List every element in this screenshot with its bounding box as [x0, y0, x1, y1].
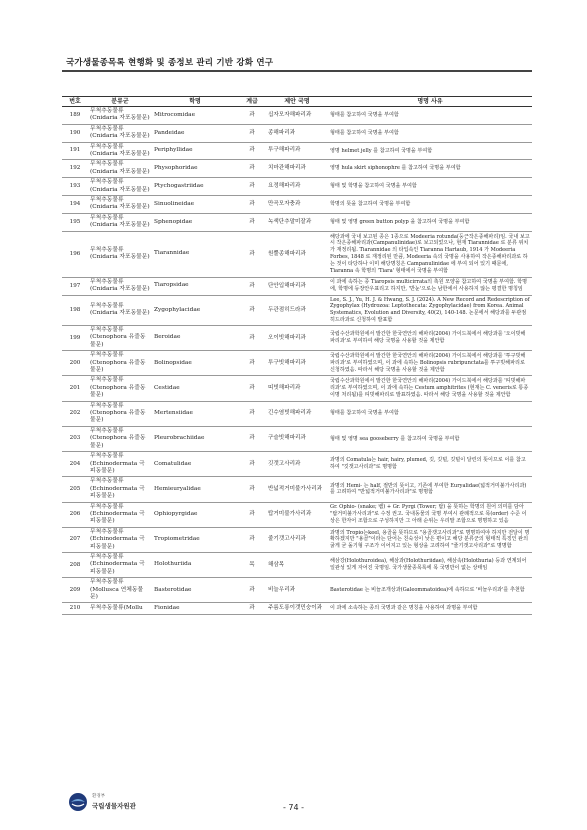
row-naming-reason: 해당과에 국내 보고된 종은 1종으로 Modeeria rotunda(둥근작은종해파리)임. 국내 보고시 작은종해파리과(Campanulinidae)로 보고되었으나, 현재 Tiarannidae 로 분류 위치가 재정리됨. Tiarannidae 의 타입속인 Tiaranna Hartaub, 1914 가 Modeeria Forbes, 1848 로 재정리된 만큼, Modeeria 속의 국명을 사용하여 작은종해파리과로 하는 것이 타당하나 이미 해당명칭은 Campanulinidae 에 부여 되어 있기 때문에, Tiaranna 속 학명의 'Tiara' 형태에서 국명을 부여함 — [328, 231, 532, 277]
row-scientific-name: Tropiometridae — [152, 527, 238, 552]
row-naming-reason: Basterotidae 는 비늘조개상과(Galeommatoidea)에 속하므로 '비늘우리과'를 추천함 — [328, 578, 532, 603]
row-taxon-group: 무척추동물류(Cnidaria 자포동물문) — [88, 295, 152, 326]
row-scientific-name: Sphenopidae — [152, 213, 238, 231]
row-number: 205 — [62, 477, 88, 502]
row-scientific-name: Physophoridae — [152, 160, 238, 178]
row-naming-reason: 과명의 Tropio는keel, 용골을 뜻하므로 "용골갯고사리과"로 명명하여야 하지만 전달이 명확하겠지만 "용골"이라는 단어는 친숙성이 낮은 편이고 해당 분류군의 형태적 특징인 완의 굵게 굳 돌기형 구조가 이어지고 있는 형상을 고려하여 "줄기갯고사리과"로 명명함 — [328, 527, 532, 552]
table-row — [62, 401, 532, 426]
row-rank: 과 — [238, 196, 266, 214]
row-proposed-korean-name: 줄기갯고사리과 — [266, 527, 328, 552]
row-rank: 과 — [238, 477, 266, 502]
row-scientific-name: Beroidae — [152, 326, 238, 351]
table-row — [62, 295, 532, 326]
row-number: 189 — [62, 107, 88, 125]
row-number: 201 — [62, 376, 88, 401]
table-row — [62, 107, 532, 125]
row-proposed-korean-name: 오이빗해파리과 — [266, 326, 328, 351]
row-rank: 과 — [238, 160, 266, 178]
table-row — [62, 213, 532, 231]
row-scientific-name: Tiaropsidae — [152, 277, 238, 295]
row-proposed-korean-name: 구슬빗해파리과 — [266, 426, 328, 451]
row-rank: 과 — [238, 376, 266, 401]
row-rank: 과 — [238, 426, 266, 451]
row-rank: 목 — [238, 552, 266, 577]
row-taxon-group: 무척추동물류(Cnidaria 자포동물문) — [88, 277, 152, 295]
row-rank: 과 — [238, 295, 266, 326]
row-number: 198 — [62, 295, 88, 326]
row-scientific-name: Fionidae — [152, 603, 238, 615]
row-taxon-group: 무척추동물류(Cnidaria 자포동물문) — [88, 142, 152, 160]
col-header-group: 분류군 — [88, 97, 152, 107]
row-taxon-group: 무척추동물류(Cnidaria 자포동물문) — [88, 160, 152, 178]
row-number: 193 — [62, 178, 88, 196]
row-naming-reason: 국립수산과학원에서 발간한 한국연안의 해파리(2004) 가이드북에서 해당과를 '띠빗해파리과'로 부여하였으며, 이 과에 속하는 Cestum amphitrites (현재는 C. veneris로 통종이명 처리됨)를 띠빗해파리로 발표하였음. 따라서 해당 국명을 사용할 것을 제안함 — [328, 376, 532, 401]
row-naming-reason: 국립수산과학원에서 발간한 한국연안의 해파리(2004) 가이드북에서 해당과를 '오이빗해파리과'로 부여하여 해당 국명을 사용할 것을 제안함 — [328, 326, 532, 351]
row-rank: 과 — [238, 452, 266, 477]
document-title: 국가생물종목록 현행화 및 종정보 관리 기반 강화 연구 — [66, 58, 274, 68]
row-naming-reason: 이 과에 속하는 종 Tiaropsis multicirrata의 촉원 모양을 참고하여 국명을 부여함. 학명에, 학명에 등장안우표리고 하지만, '반눈'으로는 남한에서 사용하지 않는 평결한 명칭임 — [328, 277, 532, 295]
row-taxon-group: 무척추동물류(Ctenophora 유즐동물문) — [88, 326, 152, 351]
row-naming-reason: 형태를 참고하여 국명을 부여함 — [328, 124, 532, 142]
col-header-proposed-name: 제안 국명 — [266, 97, 328, 107]
row-number: 192 — [62, 160, 88, 178]
row-naming-reason: 해삼강(Holothuroidea), 해삼과(Holothuriidae), 해삼속(Holothuria) 등과 연계되어 일관성 있게 자어진 국명임. 국가생물종목록에 목 국명만이 없는 상태임 — [328, 552, 532, 577]
table-row — [62, 452, 532, 477]
row-taxon-group: 무척추동물류(Cnidaria 자포동물문) — [88, 213, 152, 231]
table-row — [62, 231, 532, 277]
row-number: 200 — [62, 351, 88, 376]
row-naming-reason: 형태를 참고하여 국명을 부여함 — [328, 401, 532, 426]
row-taxon-group: 무척추동물류(Cnidaria 자포동물문) — [88, 107, 152, 125]
row-naming-reason: 학명의 뜻을 참고하여 국명을 부여함 — [328, 196, 532, 214]
row-naming-reason: 영명 helmet jelly 를 참고하여 국명을 부여함 — [328, 142, 532, 160]
row-scientific-name: Cestidae — [152, 376, 238, 401]
row-scientific-name: Mertensiidae — [152, 401, 238, 426]
row-taxon-group: 무척추동물류(Ctenophora 유즐동물문) — [88, 426, 152, 451]
row-naming-reason: 과명의 Comatula는 hair, hairy, plumed, 깃, 깃털, 깃털이 달린의 뜻이므로 이를 참고하여 "깃갯고사리과"로 명명함 — [328, 452, 532, 477]
row-taxon-group: 무척추동물류(Cnidaria 자포동물문) — [88, 196, 152, 214]
name-proposal-table — [62, 96, 532, 615]
row-scientific-name: Mitrocomidae — [152, 107, 238, 125]
row-number: 196 — [62, 231, 88, 277]
row-proposed-korean-name: 만곡모자충과 — [266, 196, 328, 214]
row-taxon-group: 무척추동물류(Echinodermata 극피동물문) — [88, 527, 152, 552]
table-row — [62, 178, 532, 196]
table-body — [62, 107, 532, 615]
row-rank: 과 — [238, 213, 266, 231]
row-proposed-korean-name: 두관점히드라과 — [266, 295, 328, 326]
row-scientific-name: Comatulidae — [152, 452, 238, 477]
row-rank: 과 — [238, 603, 266, 615]
row-taxon-group: 무척추동물류(Ctenophora 유즐동물문) — [88, 401, 152, 426]
row-proposed-korean-name: 반넓적거미불가사리과 — [266, 477, 328, 502]
row-taxon-group: 무척추동물류(Mollusca 연체동물문) — [88, 578, 152, 603]
row-number: 207 — [62, 527, 88, 552]
row-scientific-name: Pandeidae — [152, 124, 238, 142]
row-taxon-group: 무척추동물류(Echinodermata 극피동물문) — [88, 552, 152, 577]
row-naming-reason: 형태를 참고하여 국명을 부여함 — [328, 107, 532, 125]
row-rank: 과 — [238, 527, 266, 552]
row-proposed-korean-name: 투구빗해파리과 — [266, 351, 328, 376]
row-taxon-group: 무척추동물류(Ctenophora 유즐동물문) — [88, 376, 152, 401]
row-taxon-group: 무척추동물류(Echinodermata 극피동물문) — [88, 477, 152, 502]
table-row — [62, 351, 532, 376]
col-header-number: 번호 — [62, 97, 88, 107]
col-header-rank: 계급 — [238, 97, 266, 107]
table-row — [62, 527, 532, 552]
table-row — [62, 142, 532, 160]
row-number: 195 — [62, 213, 88, 231]
row-naming-reason: 과명의 Hemi- 는 half, 절반의 뜻이고, 기존에 부여한 Euryalidae(넓적거미불가사리과)를 고려하여 "반넓적거미불가사리과"로 명명함 — [328, 477, 532, 502]
row-number: 202 — [62, 401, 88, 426]
row-rank: 과 — [238, 124, 266, 142]
row-rank: 과 — [238, 502, 266, 527]
row-scientific-name: Zygophylacidae — [152, 295, 238, 326]
row-rank: 과 — [238, 107, 266, 125]
table-row — [62, 376, 532, 401]
row-number: 210 — [62, 603, 88, 615]
row-proposed-korean-name: 해삼목 — [266, 552, 328, 577]
table-row — [62, 326, 532, 351]
row-proposed-korean-name: 비늘우리과 — [266, 578, 328, 603]
row-proposed-korean-name: 주름도롱이갯민숭이과 — [266, 603, 328, 615]
row-proposed-korean-name: 깃갯고사리과 — [266, 452, 328, 477]
row-scientific-name: Ophiopyrgidae — [152, 502, 238, 527]
table-row — [62, 477, 532, 502]
row-proposed-korean-name: 요정해파리과 — [266, 178, 328, 196]
row-number: 191 — [62, 142, 88, 160]
table-row — [62, 196, 532, 214]
row-naming-reason: Lee, S. J., Yu, H. J. & Hwang, S. J. (2024). A New Record and Redescription of Zygophylax (Hydrozoa: Leptothecata: Zygophylacidae) from Korea. Animal Systematics, Evolution and Diversity, 40(2), 140-148. 논문에서 해당과를 두관점히드라과로 신청하여 발표함 — [328, 295, 532, 326]
col-header-scientific-name: 학명 — [152, 97, 238, 107]
row-rank: 과 — [238, 277, 266, 295]
row-scientific-name: Bolinopsidae — [152, 351, 238, 376]
row-proposed-korean-name: 투구해파리과 — [266, 142, 328, 160]
table-row — [62, 552, 532, 577]
row-taxon-group: 무척추동물류(Mollu — [88, 603, 152, 615]
row-taxon-group: 무척추동물류(Echinodermata 극피동물문) — [88, 502, 152, 527]
row-scientific-name: Ptychogastriidae — [152, 178, 238, 196]
row-number: 197 — [62, 277, 88, 295]
row-proposed-korean-name: 십자모자해파리과 — [266, 107, 328, 125]
table-row — [62, 160, 532, 178]
footer-ministry-label: 환경부 — [92, 794, 106, 799]
row-taxon-group: 무척추동물류(Cnidaria 자포동물문) — [88, 124, 152, 142]
row-taxon-group: 무척추동물류(Echinodermata 극피동물문) — [88, 452, 152, 477]
row-rank: 과 — [238, 142, 266, 160]
table-row — [62, 277, 532, 295]
row-number: 204 — [62, 452, 88, 477]
row-number: 206 — [62, 502, 88, 527]
row-proposed-korean-name: 띠빗해파리과 — [266, 376, 328, 401]
row-rank: 과 — [238, 351, 266, 376]
row-naming-reason: 형태 및 학명을 참고하여 국명을 부여함 — [328, 178, 532, 196]
row-naming-reason: Gr. Ophio- (snake; 뱀) + Gr. Pyrgi (Tower; 탑) 을 뜻하는 학명의 원어 의미를 담아 "탑거미불가사리과"로 수정 권고. 국내동물의 국명 부여시 관례적으로 목(order) 수준 이상은 한자어 조합으로 구성하지만 그 아래 순위는 우리말 조합으로 명명하고 있음 — [328, 502, 532, 527]
row-proposed-korean-name: 긴수염빗해파리과 — [266, 401, 328, 426]
row-rank: 과 — [238, 178, 266, 196]
table-header-row — [62, 97, 532, 107]
table-row — [62, 426, 532, 451]
row-rank: 과 — [238, 326, 266, 351]
table-row — [62, 603, 532, 615]
row-naming-reason: 형태 및 영명 sea gooseberry 를 참고하여 국명을 부여함 — [328, 426, 532, 451]
row-proposed-korean-name: 녹색단추말미잘과 — [266, 213, 328, 231]
row-scientific-name: Sinuolineidae — [152, 196, 238, 214]
title-rule — [62, 70, 532, 72]
page-number: - 74 - — [282, 803, 305, 812]
row-number: 208 — [62, 552, 88, 577]
row-scientific-name: Basterotidae — [152, 578, 238, 603]
row-number: 194 — [62, 196, 88, 214]
table-row — [62, 124, 532, 142]
row-scientific-name: Tiarannidae — [152, 231, 238, 277]
row-rank: 과 — [238, 231, 266, 277]
table-row — [62, 502, 532, 527]
footer-organization: 국립생물자원관 — [92, 802, 136, 810]
row-proposed-korean-name: 치마관해파리과 — [266, 160, 328, 178]
col-header-reason: 명명 사유 — [328, 97, 532, 107]
row-number: 209 — [62, 578, 88, 603]
row-naming-reason: 이 과에 소속하는 종의 국명과 같은 명칭을 사용하여 과명을 부여함 — [328, 603, 532, 615]
row-scientific-name: Holothuriida — [152, 552, 238, 577]
row-taxon-group: 무척추동물류(Cnidaria 자포동물문) — [88, 178, 152, 196]
row-rank: 과 — [238, 401, 266, 426]
row-scientific-name: Hemieuryalidae — [152, 477, 238, 502]
row-number: 203 — [62, 426, 88, 451]
row-number: 199 — [62, 326, 88, 351]
row-proposed-korean-name: 종해파리과 — [266, 124, 328, 142]
row-proposed-korean-name: 탑거미불가사리과 — [266, 502, 328, 527]
row-naming-reason: 국립수산과학원에서 발간한 한국연안의 해파리(2004) 가이드북에서 해당과를 '투구빗해파리과'로 부여하였으며, 이 과에 속하는 Bolinopsis rubripunctata를 투구빗해파리로 신청하였음. 따라서 해당 국명을 사용할 것을 제안함 — [328, 351, 532, 376]
row-taxon-group: 무척추동물류(Cnidaria 자포동물문) — [88, 231, 152, 277]
row-taxon-group: 무척추동물류(Ctenophora 유즐동물문) — [88, 351, 152, 376]
row-scientific-name: Periphyllidae — [152, 142, 238, 160]
table-row — [62, 578, 532, 603]
row-scientific-name: Pleurobrachiidae — [152, 426, 238, 451]
row-proposed-korean-name: 원뿔종해파리과 — [266, 231, 328, 277]
row-number: 190 — [62, 124, 88, 142]
row-naming-reason: 형태 및 영명 green button polyp 을 참고하여 국명을 부여함 — [328, 213, 532, 231]
row-rank: 과 — [238, 578, 266, 603]
row-naming-reason: 영명 hula skirt siphonophre 를 참고하여 국명을 부여함 — [328, 160, 532, 178]
row-proposed-korean-name: 단안입해파리과 — [266, 277, 328, 295]
